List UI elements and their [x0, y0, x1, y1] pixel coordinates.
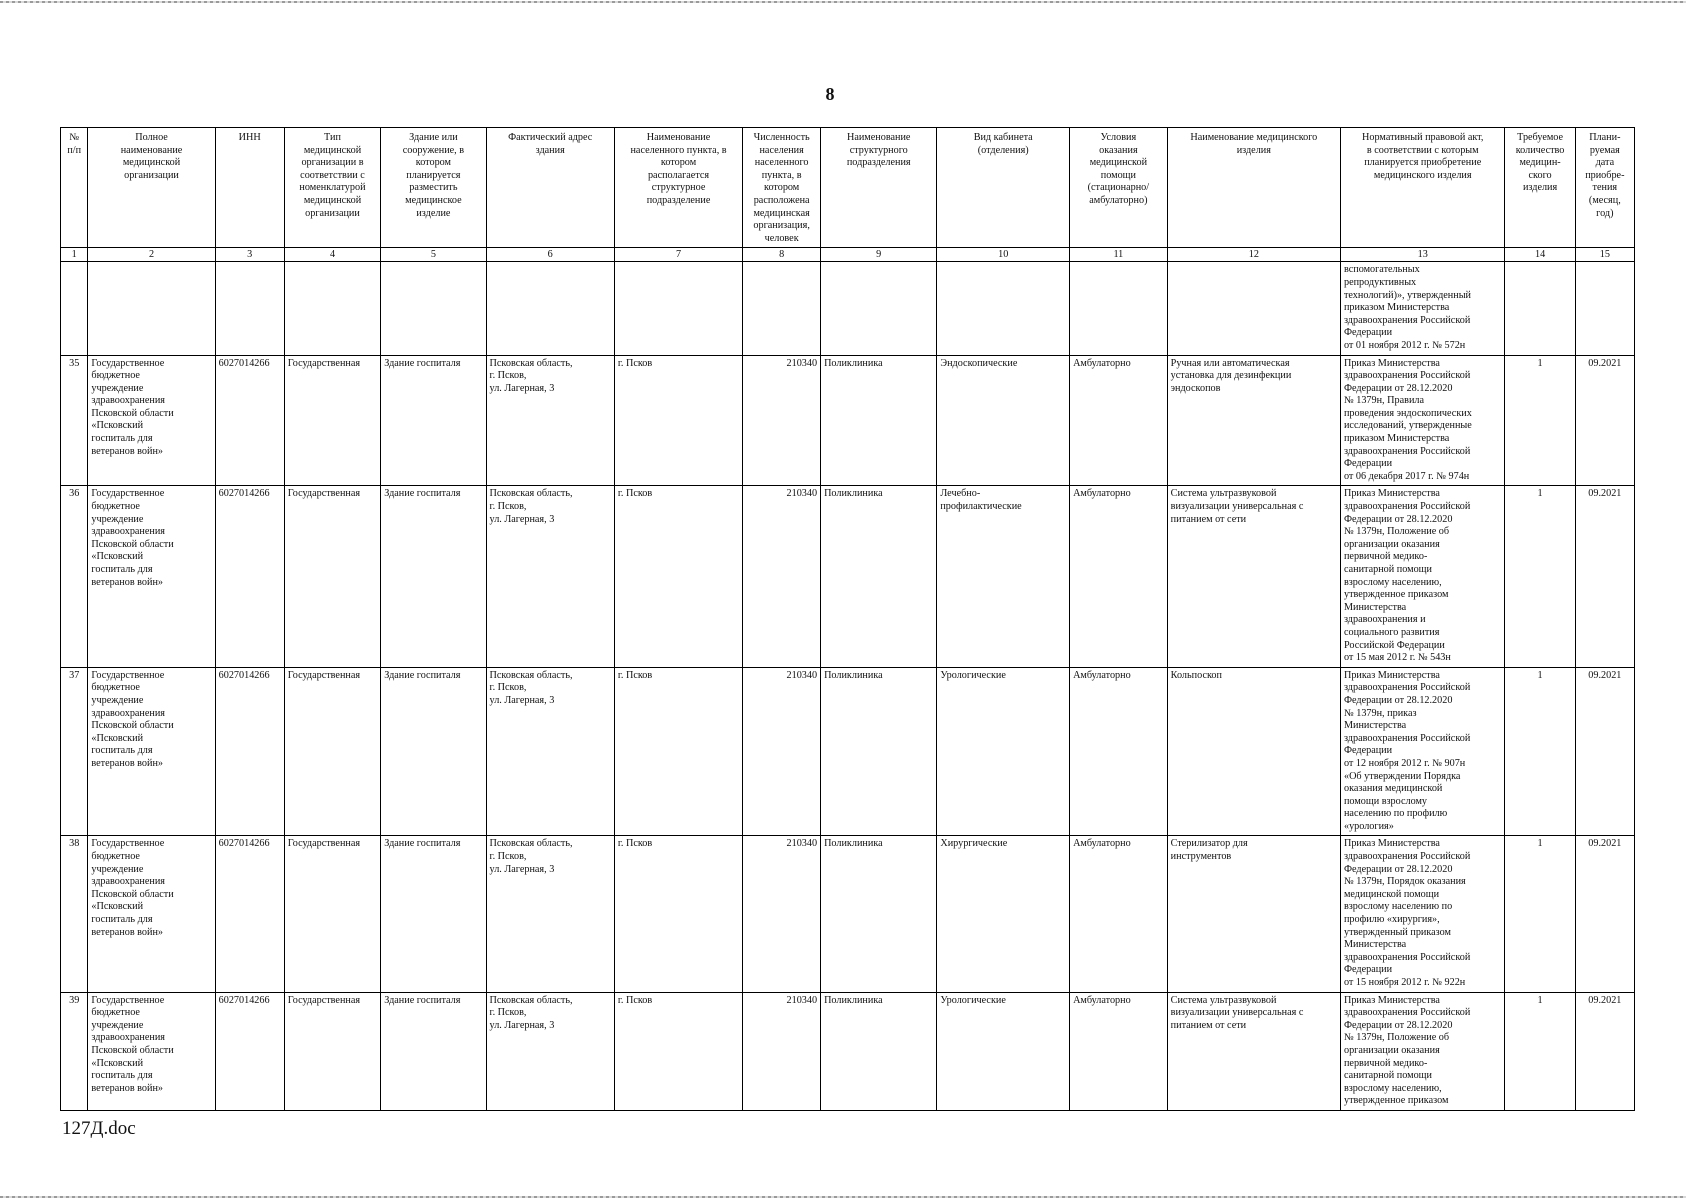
- care-conditions-text: Амбулаторно: [1073, 994, 1131, 1006]
- organization-name-text: Государственное бюджетное учреждение здравоохранения Псковской области «Псковский госпиталь для ветеранов войн»: [91, 669, 174, 769]
- row-number-text: 38: [69, 838, 80, 850]
- table-row: [61, 836, 1635, 992]
- cell-medical-device: [1167, 486, 1340, 667]
- column-header-text: Вид кабинета (отделения): [973, 132, 1033, 156]
- column-header: [61, 128, 88, 248]
- column-number: 11: [1070, 248, 1168, 262]
- row-number-text: 35: [69, 357, 80, 369]
- cabinet-type-text: Эндоскопические: [940, 357, 1018, 369]
- column-header-text: Численность населения населенного пункта, в котором расположена медицинская организация, человек: [753, 132, 810, 244]
- cell-cabinet-type: [937, 667, 1070, 836]
- cell-required-quantity: [1505, 355, 1575, 486]
- structural-unit-text: Поликлиника: [824, 994, 883, 1006]
- column-header-text: Здание или сооружение, в котором планируется разместить медицинское изделие: [402, 132, 465, 219]
- organization-name-text: Государственное бюджетное учреждение здравоохранения Псковской области «Псковский госпиталь для ветеранов войн»: [91, 994, 174, 1094]
- legal-act-text: Приказ Министерства здравоохранения Российской Федерации от 28.12.2020 № 1379н, Порядок оказания медицинской помощи взрослому населению по профилю «хирургия», утвержденный приказом Министерства здравоохранения Российской Федерации от 15 ноября 2012 г. № 922н: [1343, 838, 1471, 988]
- table-row: [61, 262, 1635, 355]
- cell-structural-unit: [821, 486, 937, 667]
- cell-care-conditions: [1070, 836, 1168, 992]
- column-number: 4: [284, 248, 381, 262]
- cell-legal-act: [1340, 836, 1505, 992]
- building-name-text: Здание госпиталя: [384, 357, 461, 369]
- care-conditions-text: Амбулаторно: [1073, 669, 1131, 681]
- table-row: [61, 486, 1635, 667]
- column-header: [486, 128, 614, 248]
- cell-care-conditions: [1070, 667, 1168, 836]
- cell-organization-type: [284, 486, 381, 667]
- cell-care-conditions: [1070, 992, 1168, 1110]
- table-row: [61, 667, 1635, 836]
- column-header: [88, 128, 215, 248]
- cell-building-name: [381, 836, 486, 992]
- cell-structural-unit: [821, 667, 937, 836]
- cell-row-number: [61, 262, 88, 355]
- column-number: 9: [821, 248, 937, 262]
- population-text: 210340: [786, 357, 818, 369]
- organization-type-text: Государственная: [287, 994, 361, 1006]
- cell-row-number: [61, 992, 88, 1110]
- column-header-text: Нормативный правовой акт, в соответствии с которым планируется приобретение медицинского изделия: [1362, 132, 1484, 181]
- required-quantity-text: 1: [1537, 357, 1543, 369]
- medical-device-text: Ручная или автоматическая установка для дезинфекции эндоскопов: [1170, 357, 1292, 394]
- cell-row-number: [61, 486, 88, 667]
- inn-value-text: 6027014266: [218, 838, 270, 850]
- planned-date-text: 09.2021: [1588, 994, 1622, 1006]
- cell-structural-unit: [821, 992, 937, 1110]
- cell-cabinet-type: [937, 486, 1070, 667]
- planned-date-text: 09.2021: [1588, 357, 1622, 369]
- cell-organization-name: [88, 486, 215, 667]
- cell-legal-act: [1340, 262, 1505, 355]
- cell-inn-value: [215, 836, 284, 992]
- cell-locality: [614, 262, 742, 355]
- required-quantity-text: 1: [1537, 838, 1543, 850]
- page-number: 8: [825, 84, 835, 104]
- column-header: [215, 128, 284, 248]
- cell-organization-name: [88, 355, 215, 486]
- cell-locality: [614, 486, 742, 667]
- cell-required-quantity: [1505, 836, 1575, 992]
- cell-locality: [614, 355, 742, 486]
- legal-act-text: Приказ Министерства здравоохранения Российской Федерации от 28.12.2020 № 1379н, Положение об организации оказания первичной медико- санитарной помощи взрослому населению, утвержденное приказом: [1343, 994, 1471, 1107]
- cell-locality: [614, 667, 742, 836]
- cabinet-type-text: Хирургические: [940, 838, 1008, 850]
- scan-edge-top: [0, 1, 1686, 3]
- structural-unit-text: Поликлиника: [824, 357, 883, 369]
- organization-type-text: Государственная: [287, 669, 361, 681]
- legal-act-text: Приказ Министерства здравоохранения Российской Федерации от 28.12.2020 № 1379н, приказ Министерства здравоохранения Российской Федерации от 12 ноября 2012 г. № 907н «Об утверждении Порядка оказания медицинской помощи взрослому населению по профилю «урология»: [1343, 669, 1471, 832]
- cell-legal-act: [1340, 667, 1505, 836]
- cell-organization-name: [88, 667, 215, 836]
- column-header-text: Тип медицинской организации в соответствии с номенклатурой медицинской организации: [299, 132, 366, 219]
- population-text: 210340: [786, 838, 818, 850]
- cell-medical-device: [1167, 262, 1340, 355]
- medical-device-text: Стерилизатор для инструментов: [1170, 838, 1248, 863]
- cell-inn-value: [215, 355, 284, 486]
- medical-device-text: Система ультразвуковой визуализации универсальная с питанием от сети: [1170, 488, 1304, 525]
- cell-planned-date: [1575, 667, 1634, 836]
- header-row: [61, 128, 1635, 248]
- cell-planned-date: [1575, 262, 1634, 355]
- cell-organization-type: [284, 262, 381, 355]
- scan-edge-bottom: [0, 1196, 1686, 1198]
- column-header: [284, 128, 381, 248]
- column-number: 14: [1505, 248, 1575, 262]
- file-name-footer: 127Д.doc: [62, 1118, 136, 1139]
- column-header-text: Условия оказания медицинской помощи (стационарно/ амбулаторно): [1087, 132, 1150, 206]
- column-header-text: Наименование населенного пункта, в котором располагается структурное подразделение: [630, 132, 727, 206]
- care-conditions-text: Амбулаторно: [1073, 488, 1131, 500]
- column-number: 3: [215, 248, 284, 262]
- column-number: 2: [88, 248, 215, 262]
- column-number: 1: [61, 248, 88, 262]
- column-header-text: Плани- руемая дата приобре- тения (месяц, год): [1585, 132, 1625, 219]
- cell-cabinet-type: [937, 262, 1070, 355]
- cell-legal-act: [1340, 355, 1505, 486]
- cell-building-name: [381, 667, 486, 836]
- cell-cabinet-type: [937, 355, 1070, 486]
- inn-value-text: 6027014266: [218, 994, 270, 1006]
- address-text: Псковская область, г. Псков, ул. Лагерная, 3: [489, 357, 573, 394]
- cell-required-quantity: [1505, 667, 1575, 836]
- cell-required-quantity: [1505, 992, 1575, 1110]
- building-name-text: Здание госпиталя: [384, 994, 461, 1006]
- address-text: Псковская область, г. Псков, ул. Лагерная, 3: [489, 488, 573, 525]
- equipment-table: [60, 127, 1635, 1111]
- cell-planned-date: [1575, 992, 1634, 1110]
- column-header: [821, 128, 937, 248]
- table-row: [61, 992, 1635, 1110]
- building-name-text: Здание госпиталя: [384, 838, 461, 850]
- column-header: [1505, 128, 1575, 248]
- population-text: 210340: [786, 488, 818, 500]
- inn-value-text: 6027014266: [218, 488, 270, 500]
- locality-text: г. Псков: [617, 488, 653, 500]
- organization-name-text: Государственное бюджетное учреждение здравоохранения Псковской области «Псковский госпиталь для ветеранов войн»: [91, 488, 174, 588]
- column-number: 12: [1167, 248, 1340, 262]
- column-number: 13: [1340, 248, 1505, 262]
- locality-text: г. Псков: [617, 357, 653, 369]
- cell-building-name: [381, 486, 486, 667]
- cell-organization-name: [88, 992, 215, 1110]
- cell-building-name: [381, 992, 486, 1110]
- cell-inn-value: [215, 667, 284, 836]
- column-header-text: ИНН: [238, 132, 261, 143]
- structural-unit-text: Поликлиника: [824, 838, 883, 850]
- row-number-text: 37: [69, 669, 80, 681]
- locality-text: г. Псков: [617, 994, 653, 1006]
- organization-type-text: Государственная: [287, 838, 361, 850]
- cell-population: [743, 486, 821, 667]
- cell-care-conditions: [1070, 262, 1168, 355]
- row-number-text: 39: [69, 994, 80, 1006]
- cell-address: [486, 667, 614, 836]
- cell-required-quantity: [1505, 486, 1575, 667]
- column-number: 10: [937, 248, 1070, 262]
- column-header-text: Наименование структурного подразделения: [846, 132, 911, 169]
- cell-population: [743, 262, 821, 355]
- cell-legal-act: [1340, 992, 1505, 1110]
- cell-medical-device: [1167, 355, 1340, 486]
- cell-care-conditions: [1070, 486, 1168, 667]
- cell-locality: [614, 992, 742, 1110]
- cell-organization-name: [88, 262, 215, 355]
- cell-organization-name: [88, 836, 215, 992]
- cell-planned-date: [1575, 355, 1634, 486]
- column-header: [937, 128, 1070, 248]
- legal-act-text: Приказ Министерства здравоохранения Российской Федерации от 28.12.2020 № 1379н, Правила проведения эндоскопических исследований, утвержденные приказом Министерства здравоохранения Российской Федерации от 06 декабря 2017 г. № 974н: [1343, 357, 1472, 482]
- column-header-text: Требуемое количество медицин- ского изделия: [1515, 132, 1565, 194]
- row-number-text: 36: [69, 488, 80, 500]
- legal-act-text: вспомогательных репродуктивных технологий)», утвержденный приказом Министерства здравоохранения Российской Федерации от 01 ноября 2012 г. № 572н: [1343, 264, 1472, 351]
- cell-medical-device: [1167, 992, 1340, 1110]
- planned-date-text: 09.2021: [1588, 488, 1622, 500]
- cell-legal-act: [1340, 486, 1505, 667]
- address-text: Псковская область, г. Псков, ул. Лагерная, 3: [489, 838, 573, 875]
- organization-type-text: Государственная: [287, 357, 361, 369]
- cell-organization-type: [284, 355, 381, 486]
- cell-organization-type: [284, 667, 381, 836]
- cell-inn-value: [215, 992, 284, 1110]
- locality-text: г. Псков: [617, 838, 653, 850]
- cell-address: [486, 486, 614, 667]
- medical-device-text: Система ультразвуковой визуализации универсальная с питанием от сети: [1170, 994, 1304, 1031]
- cell-row-number: [61, 667, 88, 836]
- column-header: [1575, 128, 1634, 248]
- building-name-text: Здание госпиталя: [384, 488, 461, 500]
- column-header: [1167, 128, 1340, 248]
- column-number: 15: [1575, 248, 1634, 262]
- column-header: [614, 128, 742, 248]
- cell-address: [486, 262, 614, 355]
- cell-inn-value: [215, 486, 284, 667]
- address-text: Псковская область, г. Псков, ул. Лагерная, 3: [489, 994, 573, 1031]
- cell-structural-unit: [821, 836, 937, 992]
- column-header: [381, 128, 486, 248]
- required-quantity-text: 1: [1537, 994, 1543, 1006]
- column-header: [743, 128, 821, 248]
- cell-structural-unit: [821, 262, 937, 355]
- cell-planned-date: [1575, 836, 1634, 992]
- building-name-text: Здание госпиталя: [384, 669, 461, 681]
- structural-unit-text: Поликлиника: [824, 669, 883, 681]
- column-number: 7: [614, 248, 742, 262]
- care-conditions-text: Амбулаторно: [1073, 838, 1131, 850]
- cell-address: [486, 355, 614, 486]
- cell-row-number: [61, 355, 88, 486]
- cell-population: [743, 992, 821, 1110]
- planned-date-text: 09.2021: [1588, 838, 1622, 850]
- cell-structural-unit: [821, 355, 937, 486]
- care-conditions-text: Амбулаторно: [1073, 357, 1131, 369]
- legal-act-text: Приказ Министерства здравоохранения Российской Федерации от 28.12.2020 № 1379н, Положение об организации оказания первичной медико- санитарной помощи взрослому населению, утвержденное приказом Министерства здравоохранения и социального развития Российской Федерации от 15 мая 2012 г. № 543н: [1343, 488, 1471, 664]
- column-header-text: Наименование медицинского изделия: [1190, 132, 1318, 156]
- column-header: [1340, 128, 1505, 248]
- organization-name-text: Государственное бюджетное учреждение здравоохранения Псковской области «Псковский госпиталь для ветеранов войн»: [91, 357, 174, 457]
- cell-building-name: [381, 262, 486, 355]
- cell-planned-date: [1575, 486, 1634, 667]
- cell-care-conditions: [1070, 355, 1168, 486]
- cell-medical-device: [1167, 667, 1340, 836]
- cell-locality: [614, 836, 742, 992]
- column-number: 8: [743, 248, 821, 262]
- column-number: 6: [486, 248, 614, 262]
- cell-row-number: [61, 836, 88, 992]
- cabinet-type-text: Лечебно- профилактические: [940, 488, 1022, 513]
- cell-inn-value: [215, 262, 284, 355]
- cell-cabinet-type: [937, 992, 1070, 1110]
- population-text: 210340: [786, 669, 818, 681]
- cell-address: [486, 992, 614, 1110]
- column-number: 5: [381, 248, 486, 262]
- column-header-text: № п/п: [67, 132, 82, 156]
- column-header-text: Фактический адрес здания: [508, 132, 593, 156]
- inn-value-text: 6027014266: [218, 669, 270, 681]
- population-text: 210340: [786, 994, 818, 1006]
- cell-medical-device: [1167, 836, 1340, 992]
- column-header-text: Полное наименование медицинской организации: [120, 132, 183, 181]
- cell-organization-type: [284, 836, 381, 992]
- column-header: [1070, 128, 1168, 248]
- locality-text: г. Псков: [617, 669, 653, 681]
- column-number-row: [61, 248, 1635, 262]
- cell-population: [743, 667, 821, 836]
- cell-required-quantity: [1505, 262, 1575, 355]
- required-quantity-text: 1: [1537, 488, 1543, 500]
- medical-device-text: Кольпоскоп: [1170, 669, 1222, 681]
- cabinet-type-text: Урологические: [940, 669, 1006, 681]
- organization-type-text: Государственная: [287, 488, 361, 500]
- cabinet-type-text: Урологические: [940, 994, 1006, 1006]
- cell-address: [486, 836, 614, 992]
- address-text: Псковская область, г. Псков, ул. Лагерная, 3: [489, 669, 573, 706]
- planned-date-text: 09.2021: [1588, 669, 1622, 681]
- table-row: [61, 355, 1635, 486]
- structural-unit-text: Поликлиника: [824, 488, 883, 500]
- cell-organization-type: [284, 992, 381, 1110]
- organization-name-text: Государственное бюджетное учреждение здравоохранения Псковской области «Псковский госпиталь для ветеранов войн»: [91, 838, 174, 938]
- inn-value-text: 6027014266: [218, 357, 270, 369]
- cell-cabinet-type: [937, 836, 1070, 992]
- cell-building-name: [381, 355, 486, 486]
- cell-population: [743, 355, 821, 486]
- required-quantity-text: 1: [1537, 669, 1543, 681]
- cell-population: [743, 836, 821, 992]
